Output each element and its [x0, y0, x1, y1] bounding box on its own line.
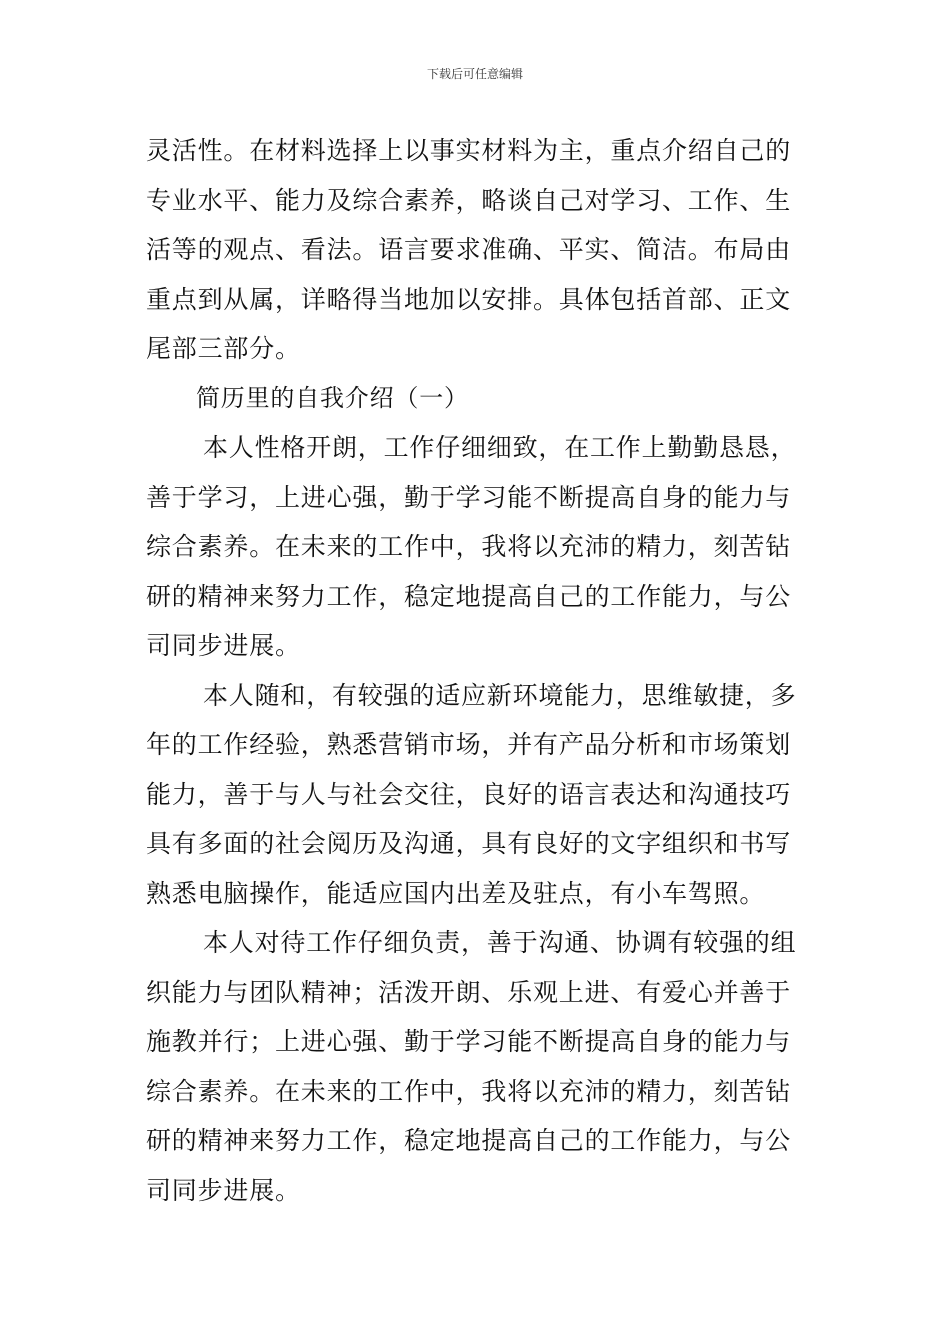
- text-line: 施教并行；上进心强、勤于学习能不断提高自身的能力与: [146, 1027, 792, 1056]
- paragraph-1: [146, 423, 810, 671]
- text-line: 专业水平、能力及综合素养，略谈自己对学习、工作、生: [146, 185, 792, 215]
- text-line: 能力，善于与人与社会交往，良好的语言表达和沟通技巧: [146, 779, 792, 809]
- text-line: 综合素养。在未来的工作中，我将以充沛的精力，刻苦钻: [146, 532, 792, 561]
- text-line: 年的工作经验，熟悉营销市场，并有产品分析和市场策划: [146, 730, 792, 759]
- text-line: 研的精神来努力工作，稳定地提高自己的工作能力，与公: [146, 581, 792, 611]
- paragraph-2: [146, 671, 810, 919]
- text-line: 活等的观点、看法。语言要求准确、平实、简洁。布局由: [146, 235, 792, 264]
- document-body: [146, 126, 810, 1215]
- text-line: 织能力与团队精神；活泼开朗、乐观上进、有爱心并善于: [146, 977, 792, 1007]
- text-line: 本人对待工作仔细负责，善于沟通、协调有较强的组: [203, 928, 797, 957]
- text-line: 司同步进展。: [146, 631, 301, 660]
- text-line: 具有多面的社会阅历及沟通，具有良好的文字组织和书写: [146, 829, 792, 858]
- text-line: 综合素养。在未来的工作中，我将以充沛的精力，刻苦钻: [146, 1076, 792, 1106]
- section-heading: 简历里的自我介绍（一）: [196, 383, 469, 412]
- text-line: 研的精神来努力工作，稳定地提高自己的工作能力，与公: [146, 1126, 792, 1155]
- text-line: 尾部三部分。: [146, 334, 301, 363]
- text-line: 灵活性。在材料选择上以事实材料为主，重点介绍自己的: [146, 136, 792, 165]
- text-line: 熟悉电脑操作，能适应国内出差及驻点，有小车驾照。: [146, 878, 766, 908]
- intro-paragraph: [146, 126, 810, 374]
- page-header: 下载后可任意编辑: [426, 67, 523, 81]
- text-line: 本人性格开朗，工作仔细细致，在工作上勤勤恳恳，: [203, 433, 797, 462]
- text-line: 司同步进展。: [146, 1175, 301, 1205]
- text-line: 善于学习，上进心强，勤于学习能不断提高自身的能力与: [146, 482, 792, 512]
- text-line: 本人随和，有较强的适应新环境能力，思维敏捷，多: [203, 680, 797, 710]
- paragraph-3: [146, 918, 810, 1215]
- text-line: 重点到从属，详略得当地加以安排。具体包括首部、正文: [146, 284, 792, 314]
